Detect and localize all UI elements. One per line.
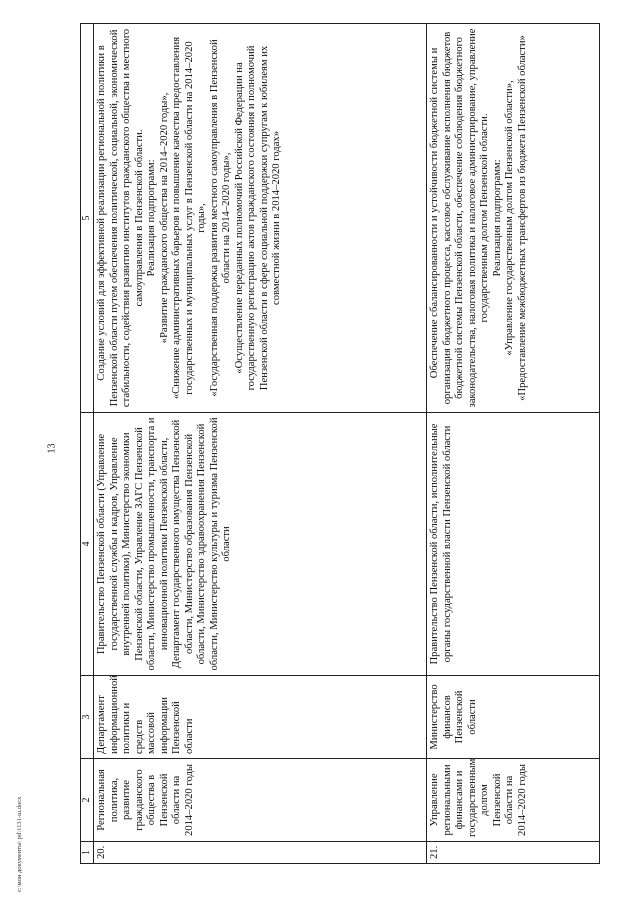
goals-cell: [427, 24, 600, 413]
table-row: [427, 24, 600, 864]
programs-table: [80, 23, 600, 864]
subprogram-item: «Управление государственным долгом Пензенской области»,: [504, 80, 516, 356]
header-row: [81, 24, 94, 864]
row-number: 21.: [427, 842, 600, 864]
goals-cell: [94, 24, 427, 413]
header-col-4: 4: [81, 413, 94, 676]
subprogram-item: «Государственная поддержка развития местного самоуправления в Пензенской области на 2014–2020 годы»,: [208, 39, 233, 397]
responsible-executor: Департамент информационной политики и средств массовой информации Пензенской области: [94, 676, 427, 759]
rotated-table-wrapper: [80, 24, 600, 864]
program-name: Региональная политика, развитие гражданского общества в Пензенской области на 2014–2020 годы: [94, 759, 427, 842]
subprogram-item: «Осуществление переданных полномочий Российской Федерации на государственную регистрацию актов гражданского состояния и полномочий Пензенской области в сфере социальной поддержки супругам к юбилеям их совместной жизни в 2014–2020 годах»: [233, 45, 283, 391]
responsible-executor: Министерство финансов Пензенской области: [427, 676, 600, 759]
header-col-2: 2: [81, 759, 94, 842]
row-number: 20.: [94, 842, 427, 864]
co-executors: Правительство Пензенской области, исполнительные органы государственной власти Пензенской области: [427, 413, 600, 676]
page-number: 13: [46, 443, 58, 454]
subprograms-heading: Реализация подпрограмм:: [146, 159, 158, 277]
footer-file-path: c:\мои документы\ pd\1131-ш.docx: [16, 796, 23, 892]
header-col-5: 5: [81, 24, 94, 413]
goal-text: Создание условий для эффективной реализации региональной политики в Пензенской области путем обеспечения политической, социальной, экономической стабильности, содействия развитию институтов гражданского общества и местного самоуправления в Пензенской области.: [96, 28, 145, 408]
subprograms-heading: Реализация подпрограмм:: [491, 159, 503, 277]
goal-text: Обеспечение сбалансированности и устойчивости бюджетной системы и организация бюджетного процесса, кассовое обслуживание исполнения бюджетов бюджетной системы Пензенской области, обеспечение соблюдения бюджетного законодательства, налоговая политика и налоговое администрирование, управление государственным долгом Пензенской области.: [429, 28, 491, 408]
table-row: [94, 24, 427, 864]
subprogram-item: «Предоставление межбюджетных трансфертов из бюджета Пензенской области»: [516, 35, 528, 401]
subprogram-item: «Развитие гражданского общества на 2014–2020 годы»,: [158, 92, 170, 344]
co-executors: Правительство Пензенской области (Управление государственной службы и кадров, Управление внутренней политики), Министерство экономики Пензенской области, Управление ЗАГС Пензенской области, Министерство промышленности, транспорта и инновационной политики Пензенской области, Департамент государственного имущества Пензенской области, Министерство образования Пензенской области, Министерство здравоохранения Пензенской области, Министерство культуры и туризма Пензенской области: [94, 413, 427, 676]
header-col-3: 3: [81, 676, 94, 759]
subprogram-item: «Снижение административных барьеров и повышение качества предоставления государственных и муниципальных услуг в Пензенской области на 2014–2020 годы»,: [171, 36, 208, 400]
header-col-1: 1: [81, 842, 94, 864]
program-name: Управление региональными финансами и государственным долгом Пензенской области на 2014–2020 годы: [427, 759, 600, 842]
